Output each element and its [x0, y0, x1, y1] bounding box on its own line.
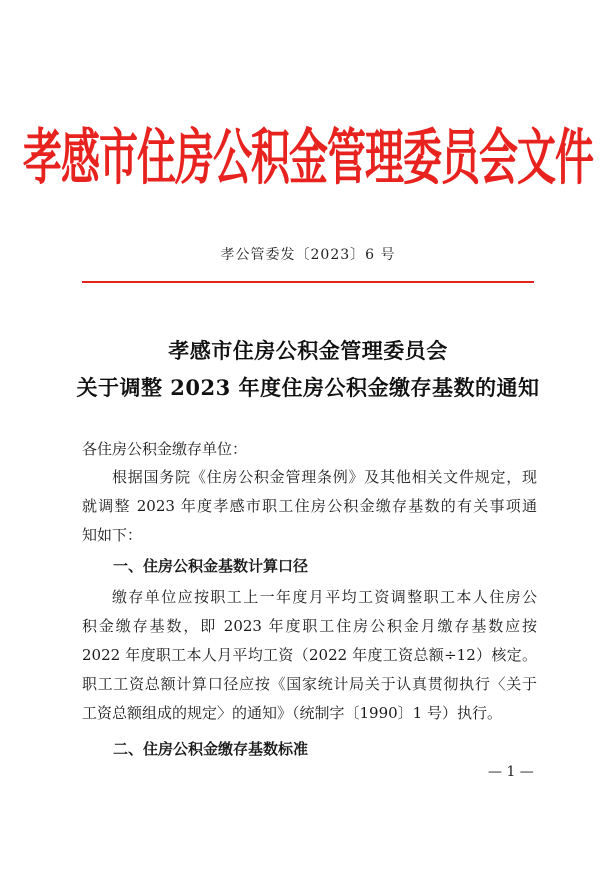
paragraph-line: 2022 年度职工本人月平均工资（2022 年度工资总额÷12）核定。	[82, 646, 537, 664]
paragraph-line: 积金缴存基数，即 2023 年度职工住房公积金月缴存基数应按	[82, 617, 537, 635]
notice-title-line-1: 孝感市住房公积金管理委员会	[168, 338, 448, 363]
notice-title-line-2: 关于调整 2023 年度住房公积金缴存基数的通知	[76, 375, 540, 400]
red-separator-line	[82, 281, 534, 283]
section-1-heading: 一、住房公积金基数计算口径	[113, 557, 309, 575]
salutation: 各住房公积金缴存单位：	[82, 440, 248, 458]
section-1-paragraph	[82, 583, 537, 728]
paragraph-line: 就调整 2023 年度孝感市职工住房公积金缴存基数的有关事项通	[82, 497, 537, 515]
masthead-text: 孝感市住房公积金管理委员会文件	[22, 122, 593, 194]
paragraph-intro	[82, 463, 537, 550]
paragraph-line: 缴存单位应按职工上一年度月平均工资调整职工本人住房公	[112, 588, 537, 606]
section-2-heading: 二、住房公积金缴存基数标准	[113, 740, 309, 758]
paragraph-line: 根据国务院《住房公积金管理条例》及其他相关文件规定，现	[112, 468, 537, 486]
paragraph-line: 知如下：	[82, 526, 143, 544]
page-number: — 1 —	[488, 764, 534, 780]
document-number: 孝公管委发〔2023〕6 号	[220, 247, 396, 263]
paragraph-line: 工资总额组成的规定〉的通知》（统制字〔1990〕1 号）执行。	[82, 704, 502, 722]
masthead-title	[0, 118, 616, 198]
paragraph-line: 职工工资总额计算口径应按《国家统计局关于认真贯彻执行〈关于	[82, 675, 537, 693]
